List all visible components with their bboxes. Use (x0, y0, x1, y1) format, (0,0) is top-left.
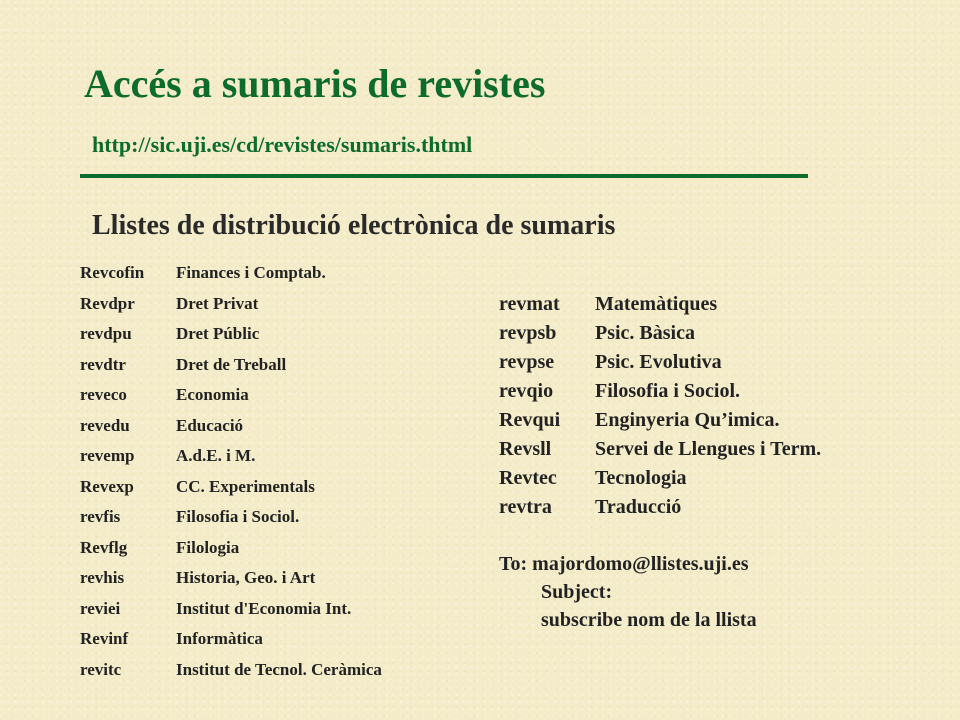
section-subtitle: Llistes de distribució electrònica de sumaris (92, 210, 616, 241)
list-code: revhis (80, 568, 125, 588)
list-item (499, 290, 919, 319)
sumaris-url: http://sic.uji.es/cd/revistes/sumaris.thtml (92, 132, 473, 157)
list-name: Traducció (595, 496, 682, 518)
list-item (80, 655, 460, 686)
list-name: Institut d'Economia Int. (176, 598, 352, 618)
list-item (80, 258, 460, 289)
list-item (80, 441, 460, 472)
list-code: Revdpr (80, 293, 135, 313)
list-code: Revqui (499, 409, 561, 431)
list-item (80, 289, 460, 320)
list-name: Dret Públic (176, 324, 260, 344)
list-name: Tecnologia (595, 467, 687, 489)
list-code: Revcofin (80, 263, 145, 283)
list-code: revemp (80, 446, 135, 466)
list-code: revdtr (80, 354, 126, 374)
list-name: Institut de Tecnol. Ceràmica (176, 659, 382, 679)
list-item (499, 348, 919, 377)
list-code: Revtec (499, 467, 557, 489)
left-list (80, 258, 460, 685)
right-list (499, 290, 919, 522)
list-name: Psic. Evolutiva (595, 351, 722, 373)
list-item (499, 435, 919, 464)
list-item (499, 406, 919, 435)
list-name: Filosofia i Sociol. (176, 507, 300, 527)
list-name: CC. Experimentals (176, 476, 315, 496)
list-code: Revexp (80, 476, 134, 496)
list-item (499, 319, 919, 348)
list-name: Dret Privat (176, 293, 259, 313)
list-name: Servei de Llengues i Term. (595, 438, 822, 460)
title-divider (80, 174, 808, 178)
list-item (80, 533, 460, 564)
list-name: Filosofia i Sociol. (595, 380, 740, 402)
list-code: revedu (80, 415, 130, 435)
list-code: Revflg (80, 537, 128, 557)
list-item (80, 472, 460, 503)
list-code: Revsll (499, 438, 552, 460)
list-item (80, 624, 460, 655)
list-name: Dret de Treball (176, 354, 287, 374)
list-code: Revinf (80, 629, 129, 649)
list-item (80, 350, 460, 381)
mail-instructions (499, 550, 757, 634)
page-title: Accés a sumaris de revistes (84, 61, 546, 106)
list-name: Finances i Comptab. (176, 263, 326, 283)
list-item (80, 319, 460, 350)
list-name: Historia, Geo. i Art (176, 568, 316, 588)
list-item (80, 594, 460, 625)
list-code: reviei (80, 598, 121, 618)
list-name: Economia (176, 385, 249, 405)
list-code: revtra (499, 496, 552, 518)
list-item (80, 502, 460, 533)
mail-body: subscribe nom de la llista (541, 609, 757, 631)
list-name: Educació (176, 415, 244, 435)
list-name: Filologia (176, 537, 240, 557)
list-item (499, 377, 919, 406)
list-code: revfis (80, 507, 121, 527)
list-code: revpse (499, 351, 555, 373)
list-item (499, 464, 919, 493)
list-name: Informàtica (176, 629, 263, 649)
list-code: revmat (499, 293, 560, 315)
mail-to: To: majordomo@llistes.uji.es (499, 553, 749, 575)
list-name: Enginyeria Qu’imica. (595, 409, 780, 431)
list-item (80, 563, 460, 594)
list-name: A.d.E. i M. (176, 446, 256, 466)
list-code: revitc (80, 659, 122, 679)
list-code: revqio (499, 380, 554, 402)
list-name: Matemàtiques (595, 293, 718, 315)
list-code: reveco (80, 385, 127, 405)
list-item (80, 411, 460, 442)
list-item (499, 493, 919, 522)
list-name: Psic. Bàsica (595, 322, 695, 344)
list-code: revpsb (499, 322, 557, 344)
mail-subject-label: Subject: (541, 581, 613, 603)
list-item (80, 380, 460, 411)
list-code: revdpu (80, 324, 132, 344)
